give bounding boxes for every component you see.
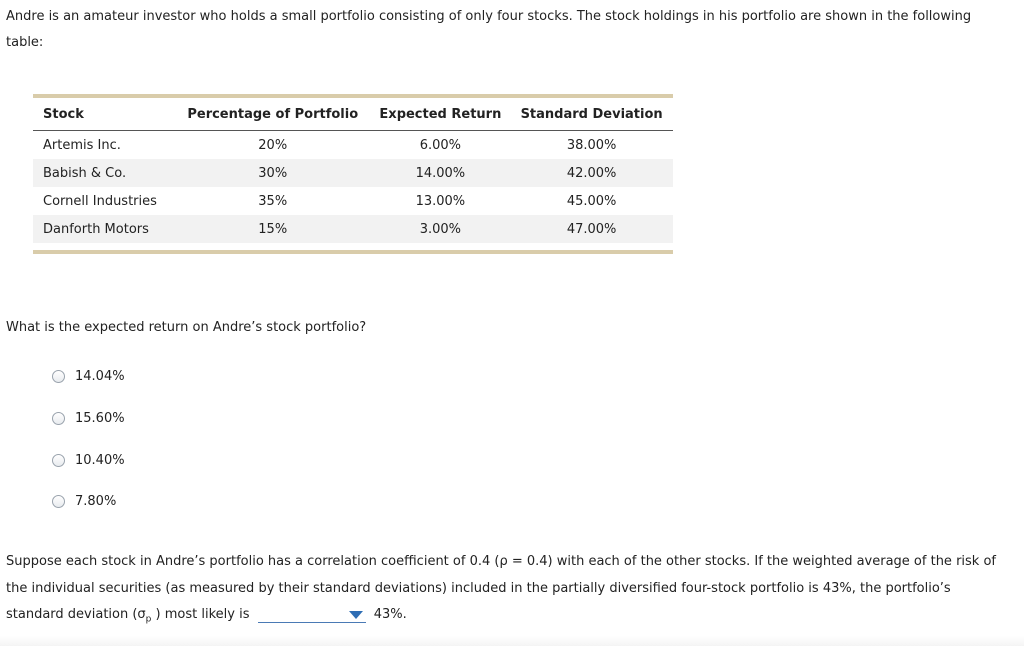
intro-text: Andre is an amateur investor who holds a small portfolio consisting of only four stocks. The stock holdings in his portfolio are shown in the following table: [6,9,972,50]
answer-option[interactable] [52,369,125,384]
paragraph-text-1: Suppose each stock in Andre’s portfolio has a correlation coefficient of 0.4 (ρ = 0.4) with each of the other stocks. If the weighted average of the risk of the individual securities (as measured by their standard deviations) included in the partially diversified four-stock portfolio is 43%, the portfolio’s standard deviation ( [6,554,996,622]
cell-std-dev: 42.00% [510,159,673,187]
paragraph-text-2: ) most likely is [155,607,250,622]
sigma-subscript: p [145,614,152,625]
table-row [33,159,673,187]
cell-percentage: 35% [258,193,288,209]
col-header-stock: Stock [33,98,175,131]
cell-stock: Danforth Motors [33,215,175,243]
answer-option[interactable] [52,494,116,509]
cell-percentage: 30% [175,159,371,187]
cell-std-dev: 47.00% [510,215,673,243]
paragraph-text-3: 43%. [373,607,407,622]
table-row [33,131,673,160]
table-row [33,215,673,243]
cell-std-dev: 45.00% [566,193,617,209]
triangle-down-icon[interactable] [349,611,363,619]
cell-stock: Artemis Inc. [43,137,121,153]
bottom-divider [0,636,1024,646]
radio-empty-icon[interactable] [52,412,65,425]
col-header-expected-return: Expected Return [371,98,511,131]
cell-expected-return: 14.00% [371,159,511,187]
option-label[interactable]: 15.60% [75,411,125,426]
col-header-percentage: Percentage of Portfolio [175,98,371,131]
radio-empty-icon[interactable] [52,495,65,508]
std-dev-comparison-dropdown[interactable] [258,606,366,623]
radio-empty-icon[interactable] [52,370,65,383]
cell-expected-return: 13.00% [415,193,466,209]
option-label[interactable]: 10.40% [75,453,125,468]
table-header-row [33,98,673,131]
cell-stock: Babish & Co. [33,159,175,187]
cell-expected-return: 3.00% [371,215,511,243]
portfolio-table [33,94,673,254]
cell-expected-return: 6.00% [419,137,462,153]
cell-percentage: 15% [175,215,371,243]
table-bottom-rule [33,250,673,254]
question-text: What is the expected return on Andre’s stock portfolio? [6,320,367,335]
sigma-symbol: σ [137,607,146,622]
cell-percentage: 20% [258,137,288,153]
option-label[interactable]: 14.04% [75,369,125,384]
col-header-std-dev: Standard Deviation [510,98,673,131]
answer-option[interactable] [52,411,125,426]
table-row [33,187,673,215]
cell-stock: Cornell Industries [43,193,157,209]
correlation-paragraph [6,549,1011,633]
radio-empty-icon[interactable] [52,454,65,467]
option-label[interactable]: 7.80% [75,494,117,509]
answer-option[interactable] [52,453,125,468]
cell-std-dev: 38.00% [566,137,617,153]
